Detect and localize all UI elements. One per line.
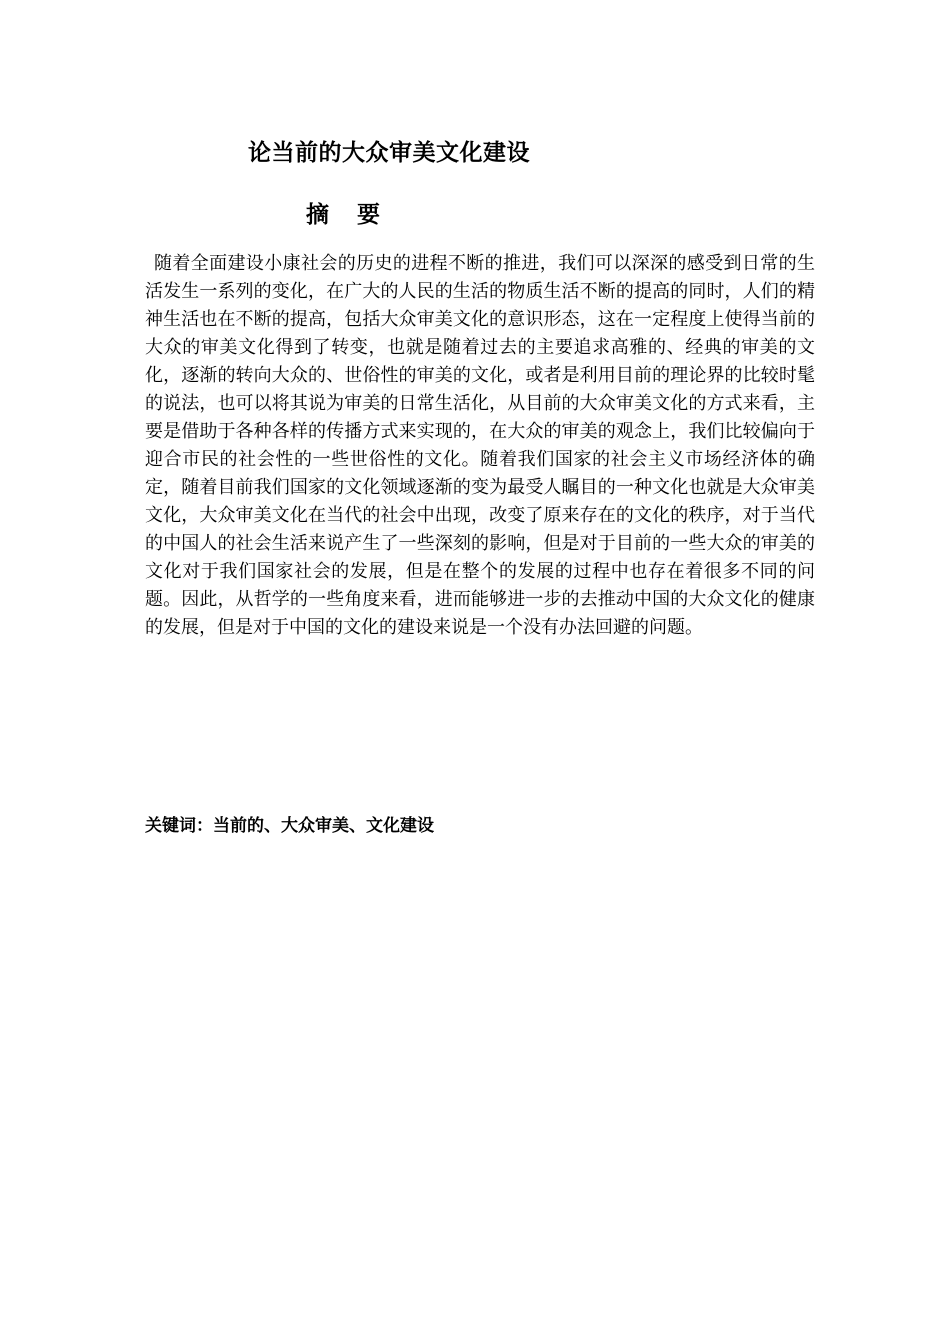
document-title: 论当前的大众审美文化建设	[248, 140, 530, 166]
abstract-heading: 摘 要	[306, 202, 391, 228]
keywords-line: 关键词：当前的、大众审美、文化建设	[145, 816, 434, 836]
abstract-body: 随着全面建设小康社会的历史的进程不断的推进，我们可以深深的感受到日常的生活发生一系列的变化，在广大的人民的生活的物质生活不断的提高的同时，人们的精神生活也在不断的提高，包括大众审美文化的意识形态，这在一定程度上使得当前的大众的审美文化得到了转变，也就是随着过去的主要追求高雅的、经典的审美的文化，逐渐的转向大众的、世俗性的审美的文化，或者是利用目前的理论界的比较时髦的说法，也可以将其说为审美的日常生活化，从目前的大众审美文化的方式来看，主要是借助于各种各样的传播方式来实现的，在大众的审美的观念上，我们比较偏向于迎合市民的社会性的一些世俗性的文化。随着我们国家的社会主义市场经济体的确定，随着目前我们国家的文化领域逐渐的变为最受人瞩目的一种文化也就是大众审美文化，大众审美文化在当代的社会中出现，改变了原来存在的文化的秩序，对于当代的中国人的社会生活来说产生了一些深刻的影响，但是对于目前的一些大众的审美的文化对于我们国家社会的发展，但是在整个的发展的过程中也存在着很多不同的问题。因此，从哲学的一些角度来看，进而能够进一步的去推动中国的大众文化的健康的发展，但是对于中国的文化的建设来说是一个没有办法回避的问题。	[145, 253, 815, 638]
